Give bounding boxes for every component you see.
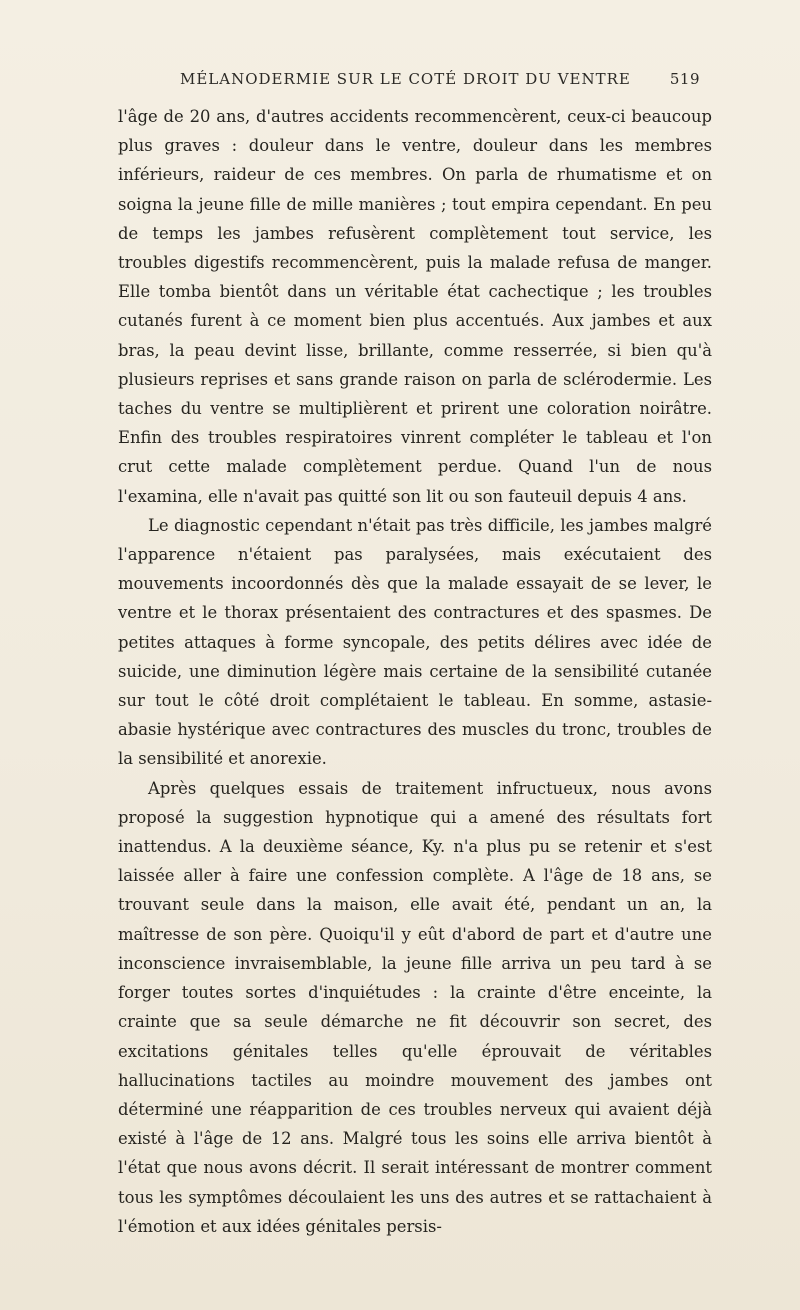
- paragraph-continuation: l'âge de 20 ans, d'autres accidents recommencèrent, ceux-ci beaucoup plus graves : douleur dans le ventre, douleur dans les membres inférieurs, raideur de ces membres. On parla de rhumatisme et on soigna la jeune fille de mille manières ; tout empira cependant. En peu de temps les jambes refusèrent complètement tout service, les troubles digestifs recommencèrent, puis la malade refusa de manger. Elle tomba bientôt dans un véritable état cachectique ; les troubles cutanés furent à ce moment bien plus accentués. Aux jambes et aux bras, la peau devint lisse, brillante, comme resserrée, si bien qu'à plusieurs reprises et sans grande raison on parla de sclérodermie. Les taches du ventre se multiplièrent et prirent une coloration noirâtre. Enfin des troubles respiratoires vinrent compléter le tableau et l'on crut cette malade complètement perdue. Quand l'un de nous l'examina, elle n'avait pas quitté son lit ou son fauteuil depuis 4 ans.: [118, 107, 712, 506]
- body-text: [118, 102, 712, 1241]
- paragraph-diagnosis: Le diagnostic cependant n'était pas très difficile, les jambes malgré l'apparence n'étaient pas paralysées, mais exécutaient des mouvements incoordonnés dès que la malade essayait de se lever, le ventre et le thorax présentaient des contractures et des spasmes. De petites attaques à forme syncopale, des petits délires avec idée de suicide, une diminution légère mais certaine de la sensibilité cutanée sur tout le côté droit complétaient le tableau. En somme, astasie-abasie hystérique avec contractures des muscles du tronc, troubles de la sensibilité et anorexie.: [118, 515, 712, 769]
- page-number: 519: [669, 70, 700, 88]
- running-header: [160, 70, 700, 94]
- running-title: MÉLANODERMIE SUR LE COTÉ DROIT DU VENTRE: [180, 70, 631, 88]
- paragraph-treatment: Après quelques essais de traitement infructueux, nous avons proposé la suggestion hypnotique qui a amené des résultats fort inattendus. A la deuxième séance, Ky. n'a plus pu se retenir et s'est laissée aller à faire une confession complète. A l'âge de 18 ans, se trouvant seule dans la maison, elle avait été, pendant un an, la maîtresse de son père. Quoiqu'il y eût d'abord de part et d'autre une inconscience invraisemblable, la jeune fille arriva un peu tard à se forger toutes sortes d'inquiétudes : la crainte d'être enceinte, la crainte que sa seule démarche ne fit découvrir son secret, des excitations génitales telles qu'elle éprouvait de véritables hallucinations tactiles au moindre mouvement des jambes ont déterminé une réapparition de ces troubles nerveux qui avaient déjà existé à l'âge de 12 ans. Malgré tous les soins elle arriva bientôt à l'état que nous avons décrit. Il serait intéressant de montrer comment tous les symptômes découlaient les uns des autres et se rattachaient à l'émotion et aux idées génitales persis-: [118, 778, 712, 1236]
